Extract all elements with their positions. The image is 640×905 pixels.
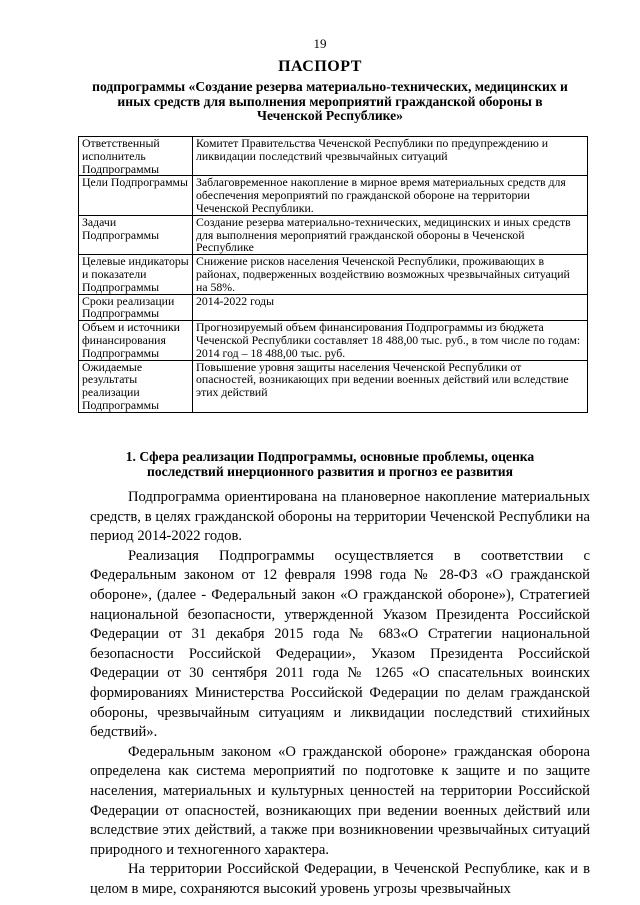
- table-row: [79, 294, 588, 321]
- row-value: Комитет Правительства Чеченской Республики по предупреждению и ликвидации последствий чрезвычайных ситуаций: [193, 137, 588, 176]
- row-label: Ожидаемые результаты реализации Подпрограммы: [79, 360, 193, 412]
- row-value: Повышение уровня защиты населения Чеченской Республики от опасностей, возникающих при ведении военных действий или вследствие этих действий: [193, 360, 588, 412]
- section-heading: 1. Сфера реализации Подпрограммы, основные проблемы, оценка последствий инерционного развития и прогноз ее развития: [125, 449, 535, 479]
- row-value: 2014-2022 годы: [193, 294, 588, 321]
- document-subtitle: подпрограммы «Создание резерва материально-технических, медицинских и иных средств для выполнения мероприятий гражданской обороны в Чеченской Республике»: [92, 79, 568, 123]
- paragraph: На территории Российской Федерации, в Чеченской Республике, как и в целом в мире, сохраняются высокий уровень угрозы чрезвычайных: [90, 861, 590, 897]
- row-label: Задачи Подпрограммы: [79, 215, 193, 254]
- row-value: [193, 321, 588, 360]
- row-label: Целевые индикаторы и показатели Подпрограммы: [79, 255, 193, 294]
- row-label: Объем и источники финансирования Подпрограммы: [79, 321, 193, 360]
- table-row: [79, 215, 588, 254]
- funding-year: 2014 год – 18 488,00 тыс. руб.: [196, 345, 346, 360]
- table-row: [79, 255, 588, 294]
- section-body: [90, 488, 590, 899]
- row-label: Ответственный исполнитель Подпрограммы: [79, 137, 193, 176]
- row-label: Цели Подпрограммы: [79, 176, 193, 215]
- row-value: Заблаговременное накопление в мирное время материальных средств для обеспечения мероприятий по гражданской обороне на территории Чеченской Республики.: [193, 176, 588, 215]
- row-value: Снижение рисков населения Чеченской Республики, проживающих в районах, подверженных воздействию возможных чрезвычайных ситуаций на 58%.: [193, 255, 588, 294]
- table-row: [79, 176, 588, 215]
- document-title: ПАСПОРТ: [278, 58, 362, 75]
- paragraph: Подпрограмма ориентирована на плановерное накопление материальных средств, в целях гражданской обороны на территории Чеченской Республики на период 2014-2022 годов.: [90, 489, 590, 545]
- funding-text: Прогнозируемый объем финансирования Подпрограммы из бюджета Чеченской Республики составляет 18 488,00 тыс. руб., в том числе по годам:: [196, 320, 581, 347]
- passport-table: [78, 136, 588, 413]
- paragraph: Реализация Подпрограммы осуществляется в соответствии с Федеральным законом от 12 февраля 1998 года № 28-ФЗ «О гражданской обороне», (далее - Федеральный закон «О гражданской обороне»), Стратегией национальной безопасности, утвержденной Указом Президента Российской Федерации от 31 декабря 2015 года № 683«О Стратегии национальной безопасности Российской Федерации», Указом Президента Российской Федерации от 30 сентября 2011 года № 1265 «О спасательных воинских формированиях Министерства Российской Федерации по делам гражданской обороны, чрезвычайным ситуациям и ликвидации последствий стихийных бедствий».: [90, 547, 590, 741]
- page-number: 19: [313, 36, 327, 51]
- paragraph: Федеральным законом «О гражданской обороне» гражданская оборона определена как система мероприятий по подготовке к защите и по защите населения, материальных и культурных ценностей на территории Российской Федерации от опасностей, возникающих при ведении военных действий или вследствие этих действий, а также при возникновении чрезвычайных ситуаций природного и техногенного характера.: [90, 743, 590, 858]
- table-row: [79, 137, 588, 176]
- table-row: [79, 360, 588, 412]
- row-label: Сроки реализации Подпрограммы: [79, 294, 193, 321]
- row-value: Создание резерва материально-технических, медицинских и иных средств для выполнения мероприятий гражданской обороны в Чеченской Республике: [193, 215, 588, 254]
- table-row: [79, 321, 588, 360]
